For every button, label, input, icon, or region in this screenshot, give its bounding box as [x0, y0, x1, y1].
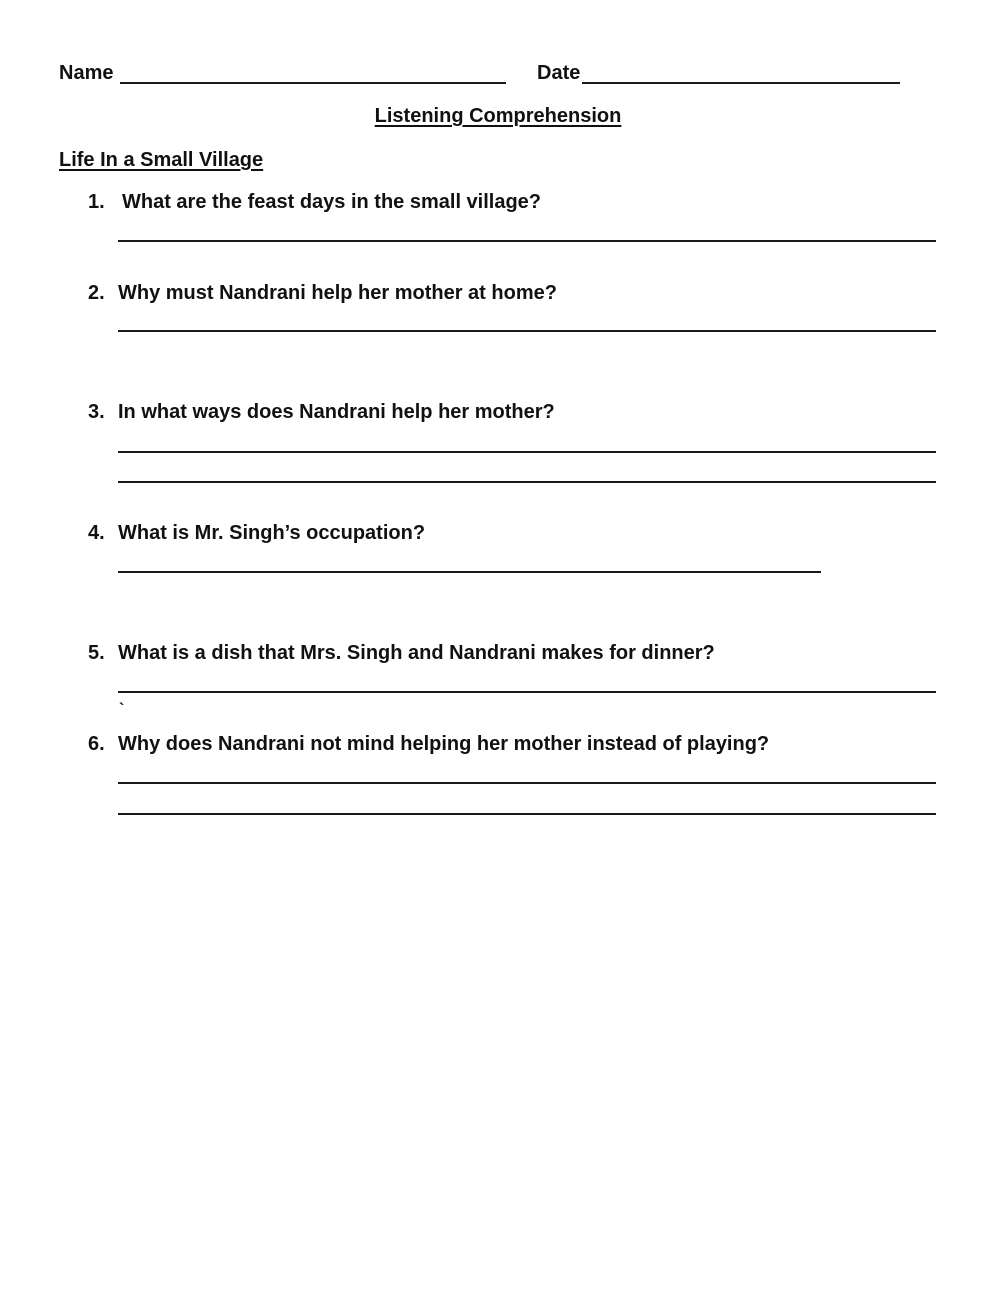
date-label: Date — [537, 62, 581, 84]
question-number: 3. — [88, 401, 105, 423]
answer-line[interactable] — [118, 782, 936, 784]
answer-line[interactable] — [118, 691, 936, 693]
answer-line[interactable] — [118, 481, 936, 483]
question-text: What is a dish that Mrs. Singh and Nandrani makes for dinner? — [118, 642, 715, 664]
question-text: What are the feast days in the small village? — [122, 191, 542, 213]
question-text: What is Mr. Singh’s occupation? — [118, 522, 426, 544]
answer-line[interactable] — [118, 451, 936, 453]
question-number: 6. — [88, 733, 105, 755]
page-title: Listening Comprehension — [374, 105, 622, 127]
question-number: 5. — [88, 642, 105, 664]
name-label: Name — [59, 62, 114, 84]
question-text: In what ways does Nandrani help her mother? — [118, 401, 555, 423]
answer-line[interactable] — [118, 330, 936, 332]
name-answer-line[interactable] — [120, 82, 506, 84]
answer-line[interactable] — [118, 813, 936, 815]
question-text: Why does Nandrani not mind helping her mother instead of playing? — [118, 733, 770, 755]
answer-line[interactable] — [118, 240, 936, 242]
question-number: 1. — [88, 191, 105, 213]
answer-line[interactable] — [118, 571, 821, 573]
question-number: 2. — [88, 282, 105, 304]
date-answer-line[interactable] — [582, 82, 900, 84]
question-text: Why must Nandrani help her mother at home? — [118, 282, 557, 304]
question-number: 4. — [88, 522, 105, 544]
story-title: Life In a Small Village — [59, 149, 264, 171]
stray-mark: ` — [119, 701, 125, 718]
